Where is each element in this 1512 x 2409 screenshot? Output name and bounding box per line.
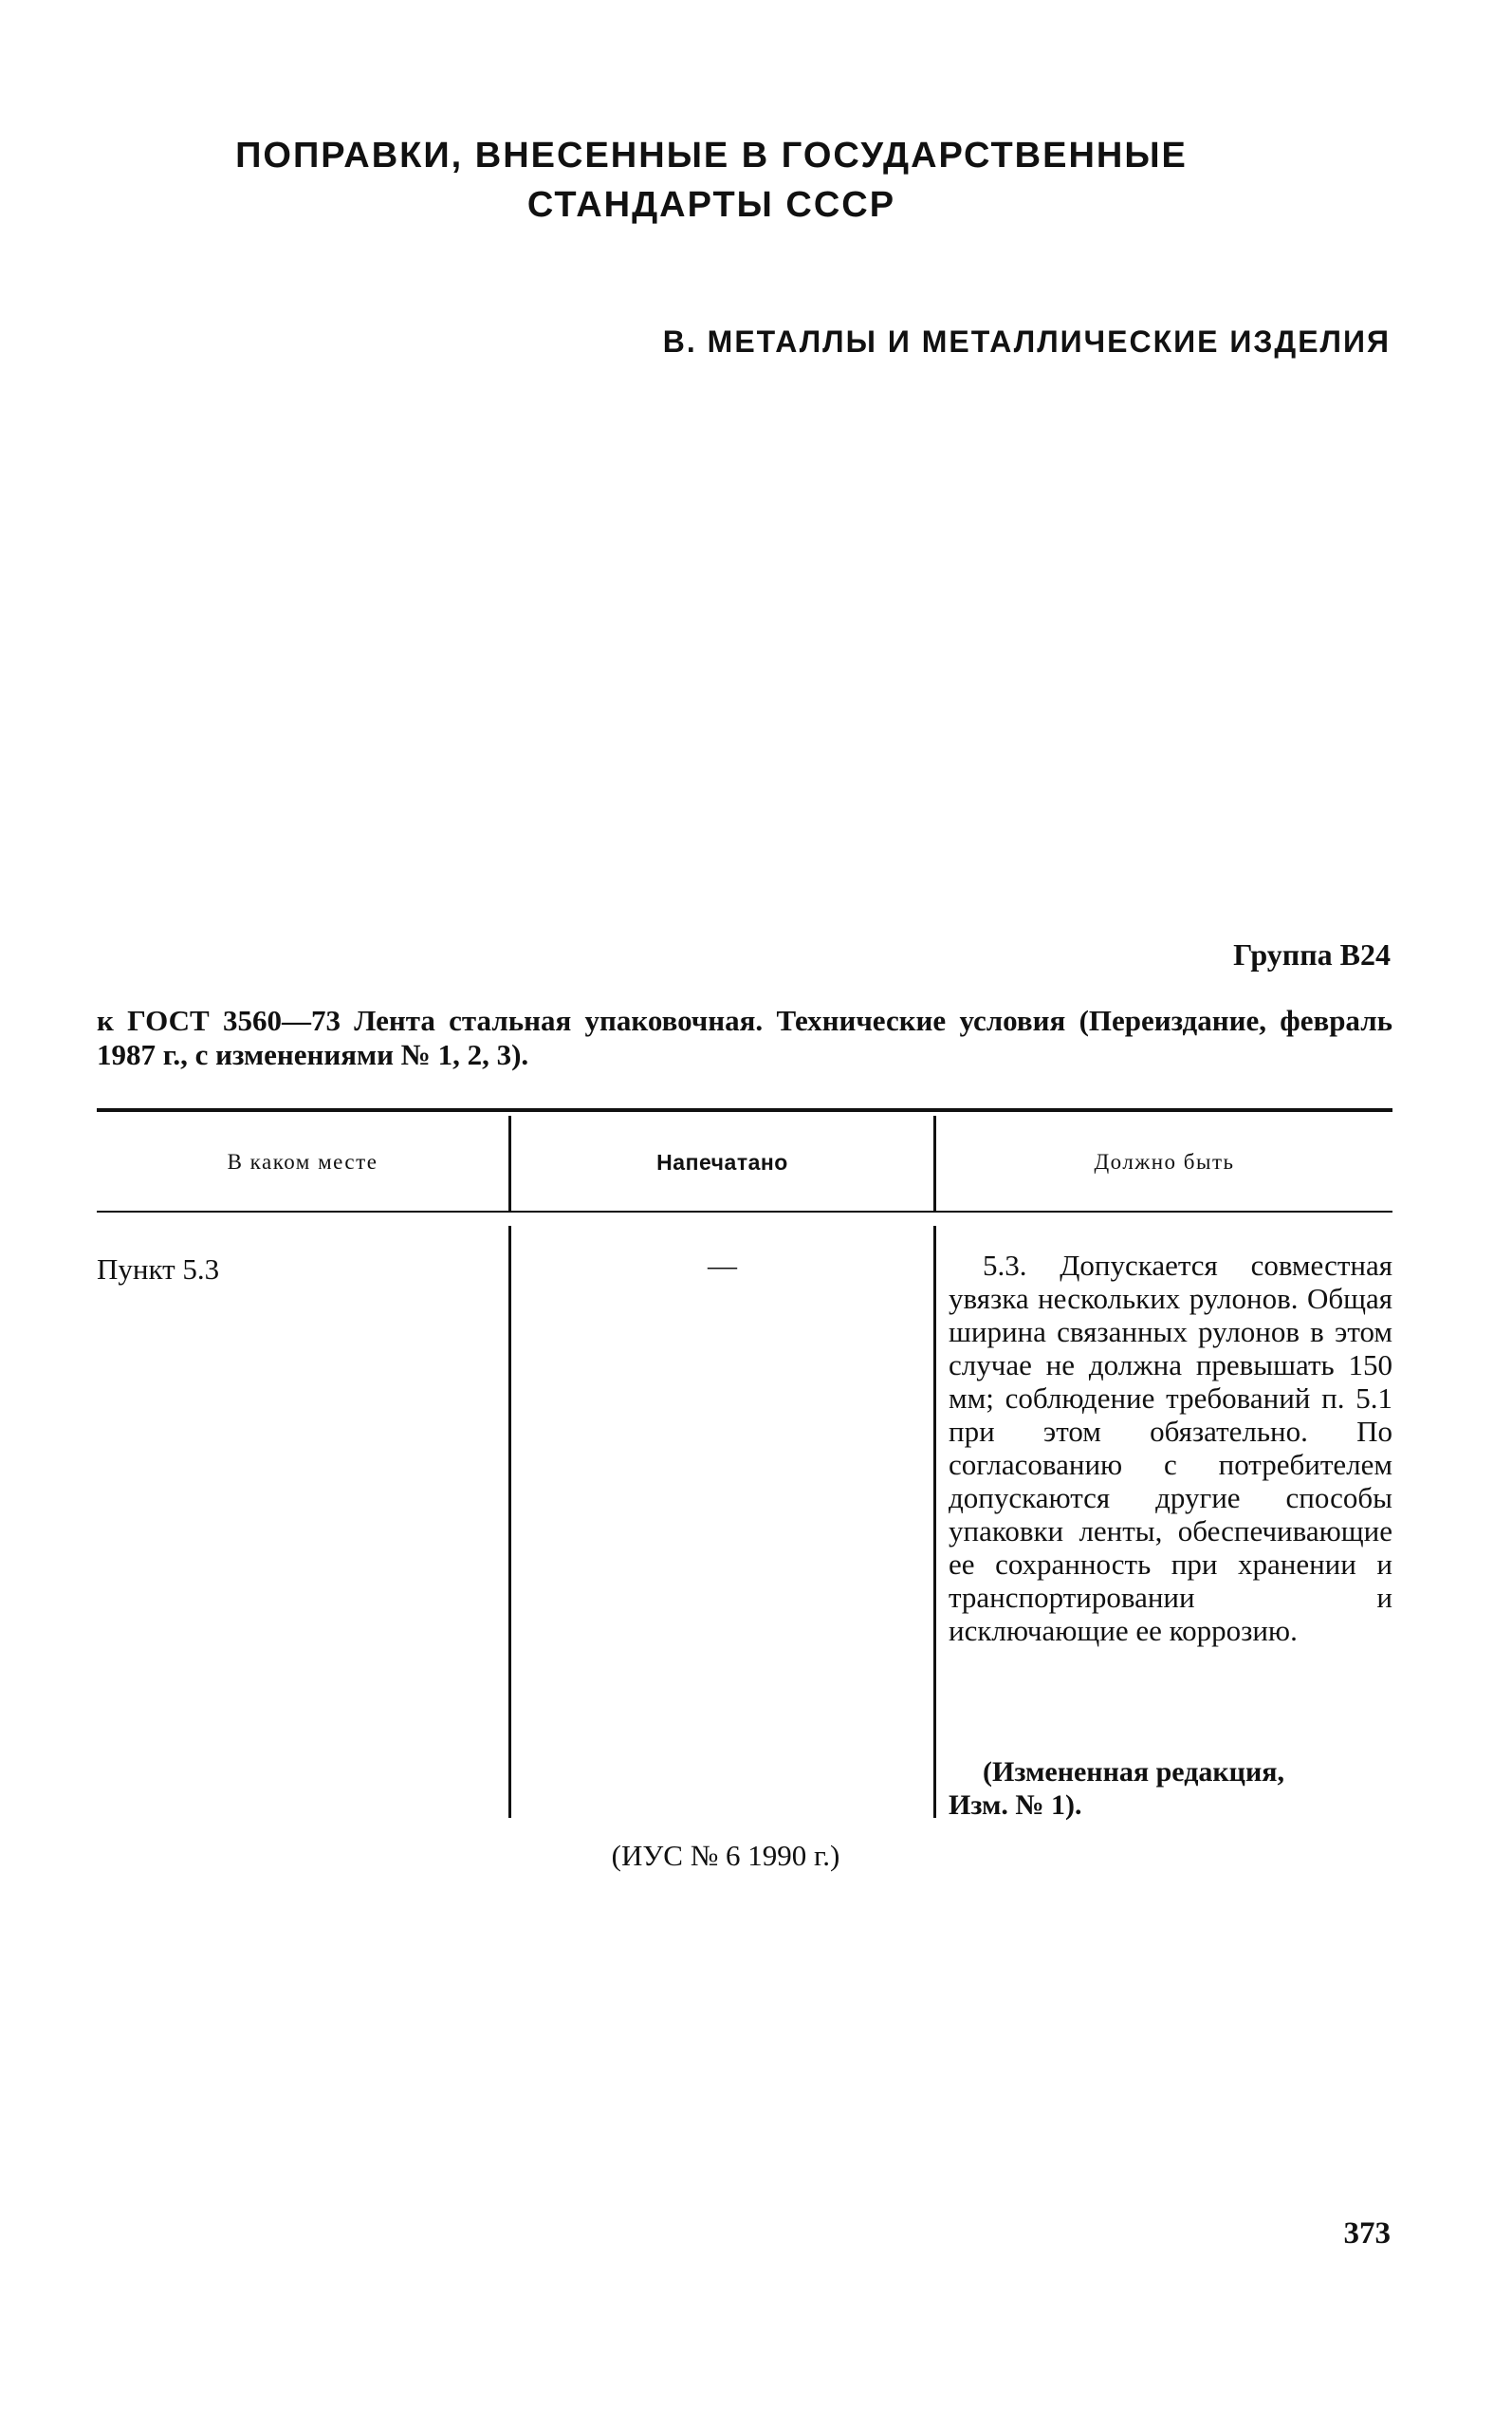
table-cell-place: Пункт 5.3 bbox=[97, 1252, 220, 1286]
column-header-printed: Напечатано bbox=[656, 1150, 788, 1175]
source-citation: (ИУС № 6 1990 г.) bbox=[611, 1839, 840, 1872]
column-header-place: В каком месте bbox=[227, 1150, 378, 1174]
group-code: Группа В24 bbox=[1233, 937, 1391, 972]
section-heading: В. МЕТАЛЛЫ И МЕТАЛЛИЧЕСКИЕ ИЗДЕЛИЯ bbox=[662, 324, 1391, 359]
body-divider-1 bbox=[508, 1226, 511, 1818]
table-cell-should-be: 5.3. Допускается совместная увязка нескольких рулонов. Общая ширина связанных рулонов в этом случае не должна превышать 150 мм; соблюдение требований п. 5.1 при этом обязательно. По согласованию с потребителем допускаются другие способы упаковки ленты, обеспечивающие ее сохранность при хранении и транспортировании и исключающие ее коррозию. bbox=[949, 1249, 1392, 1647]
page-title-line-2: СТАНДАРТЫ СССР bbox=[526, 185, 896, 225]
standard-reference: к ГОСТ 3560—73 Лента стальная упаковочная. Технические условия (Переиздание, февраль 1987 г., с изменениями № 1, 2, 3). bbox=[97, 1004, 1392, 1071]
body-divider-2 bbox=[933, 1226, 936, 1818]
edition-note-line-1: (Измененная редакция, bbox=[983, 1756, 1284, 1788]
page-title bbox=[142, 131, 1281, 230]
header-bottom-rule bbox=[97, 1211, 1392, 1213]
table-cell-printed: — bbox=[708, 1249, 737, 1282]
column-header-should-be: Должно быть bbox=[1094, 1150, 1235, 1174]
edition-note-line-2: Изм. № 1). bbox=[949, 1789, 1082, 1821]
edition-note bbox=[949, 1755, 1392, 1822]
table-top-rule bbox=[97, 1108, 1392, 1112]
page-title-line-1: ПОПРАВКИ, ВНЕСЕННЫЕ В ГОСУДАРСТВЕННЫЕ bbox=[235, 136, 1188, 176]
page-number: 373 bbox=[1343, 2216, 1391, 2251]
